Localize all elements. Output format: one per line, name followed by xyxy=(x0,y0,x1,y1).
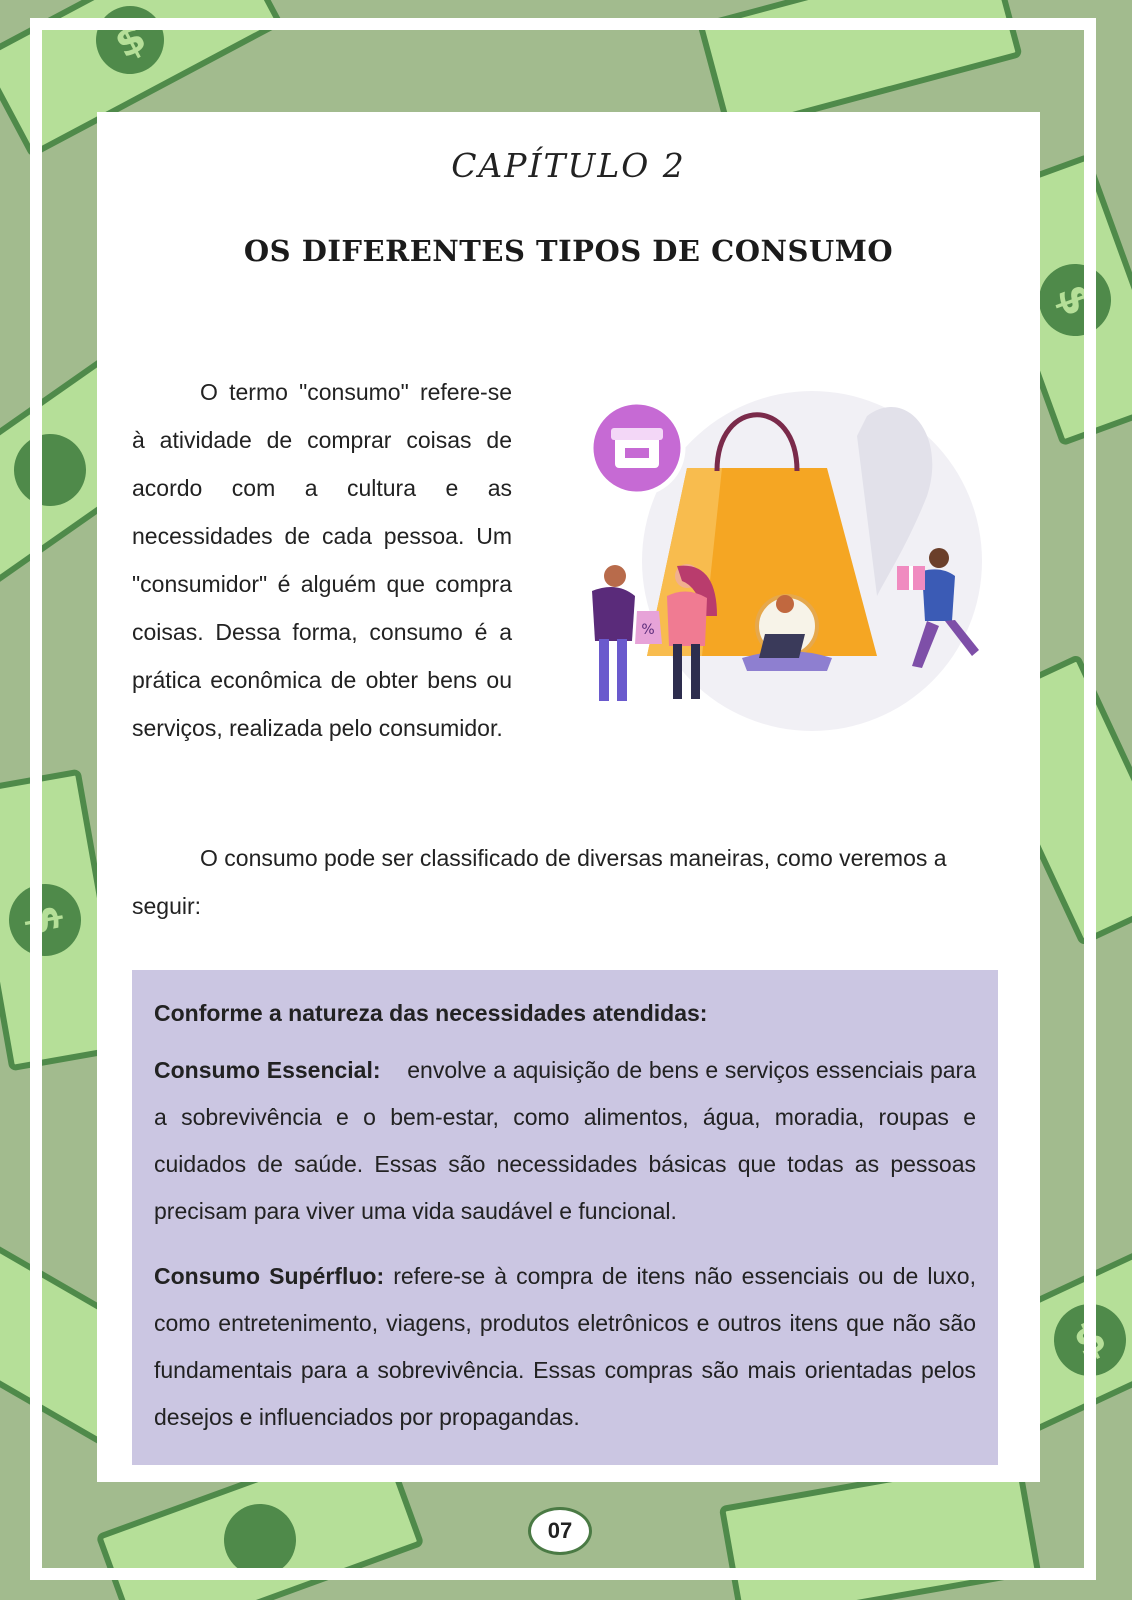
consumo-essencial-item xyxy=(154,1047,976,1235)
classification-intro-paragraph: O consumo pode ser classificado de diversas maneiras, como veremos a seguir: xyxy=(132,845,947,919)
content-panel xyxy=(97,112,1040,1482)
store-icon xyxy=(591,402,683,494)
item-term: Consumo Essencial: xyxy=(154,1057,381,1083)
box-heading: Conforme a natureza das necessidades atendidas: xyxy=(154,1000,708,1026)
page-title: OS DIFERENTES TIPOS DE CONSUMO xyxy=(243,234,894,268)
item-text: envolve a aquisição de bens e serviços essenciais para a sobrevivência e o bem-estar, como alimentos, água, moradia, roupas e cuidados de saúde. Essas são necessidades básicas que todas as pessoas precisam para viver uma vida saudável e funcional. xyxy=(154,1057,976,1224)
item-text: refere-se à compra de itens não essenciais ou de luxo, como entretenimento, viagens, produtos eletrônicos e outros itens que não são fundamentais para a sobrevivência. Essas compras são mais orientadas pelos desejos e influenciados por propagandas. xyxy=(154,1263,976,1430)
consumo-superfluo-item xyxy=(154,1253,976,1441)
svg-text:$: $ xyxy=(1066,1311,1114,1368)
chapter-label: CAPÍTULO 2 xyxy=(451,146,686,185)
info-box xyxy=(132,970,998,1465)
svg-text:$: $ xyxy=(1047,277,1104,322)
svg-text:$: $ xyxy=(107,14,154,68)
item-term: Consumo Supérfluo: xyxy=(154,1263,385,1289)
intro-paragraph: O termo "consumo" refere-se à atividade de comprar coisas de acordo com a cultura e as necessidades de cada pessoa. Um "consumidor" é alguém que compra coisas. Dessa forma, consumo é a prática econômica de obter bens ou serviços, realizada pelo consumidor. xyxy=(132,379,512,741)
page-number: 07 xyxy=(528,1507,592,1555)
percent-label: % xyxy=(641,622,655,638)
shopping-illustration xyxy=(567,376,1037,736)
svg-text:$: $ xyxy=(18,901,73,939)
